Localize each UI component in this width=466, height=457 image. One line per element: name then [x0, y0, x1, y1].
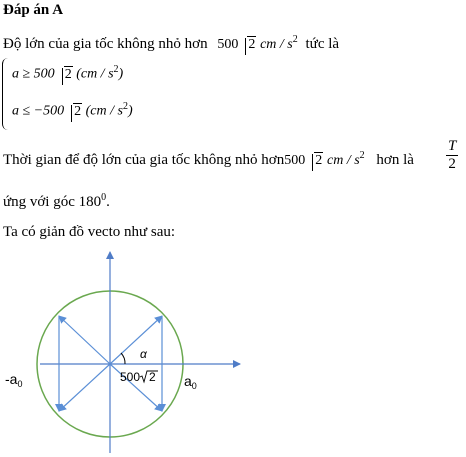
- value-label-number: 500: [120, 370, 141, 384]
- statement-text: Độ lớn của gia tốc không nhỏ hơn: [3, 36, 208, 52]
- sqrt-symbol: 2: [239, 36, 256, 53]
- statement-line-2: Thời gian để độ lớn của gia tốc không nhỏ hơn500 2 cm / $s^2$ hơn là: [3, 150, 414, 168]
- unit-text: cm / s: [260, 37, 293, 52]
- angle-arc: [121, 353, 125, 364]
- statement-line-4: Ta có giản đồ vecto như sau:: [3, 224, 176, 240]
- statement-line-1: [3, 34, 339, 53]
- inequality-2: a ≤ −500 2 $(cm / s^2)$: [12, 101, 133, 119]
- value-label-root: 2: [149, 370, 156, 384]
- statement-tail: tức là: [305, 36, 340, 52]
- alpha-label: α: [140, 347, 147, 361]
- value-number: 500: [217, 37, 239, 52]
- vector-upper-right: [110, 316, 162, 364]
- unit-exponent: 2: [292, 34, 298, 45]
- vector-lower-left: [59, 364, 110, 411]
- vector-upper-left: [59, 316, 110, 364]
- statement-line-3: ứng với góc $180^0$.: [3, 192, 110, 210]
- pos-a0-label: $a_0$: [184, 373, 197, 391]
- inequality-1: a ≥ 500 2 $(cm / s^2)$: [12, 64, 124, 82]
- answer-heading: Đáp án A: [3, 2, 64, 18]
- vector-diagram: [0, 244, 466, 457]
- neg-a0-label: $-a_0$: [5, 371, 23, 389]
- system-brace: [2, 58, 9, 130]
- fraction-t-over-2: $\frac{T}{2}$: [448, 138, 457, 172]
